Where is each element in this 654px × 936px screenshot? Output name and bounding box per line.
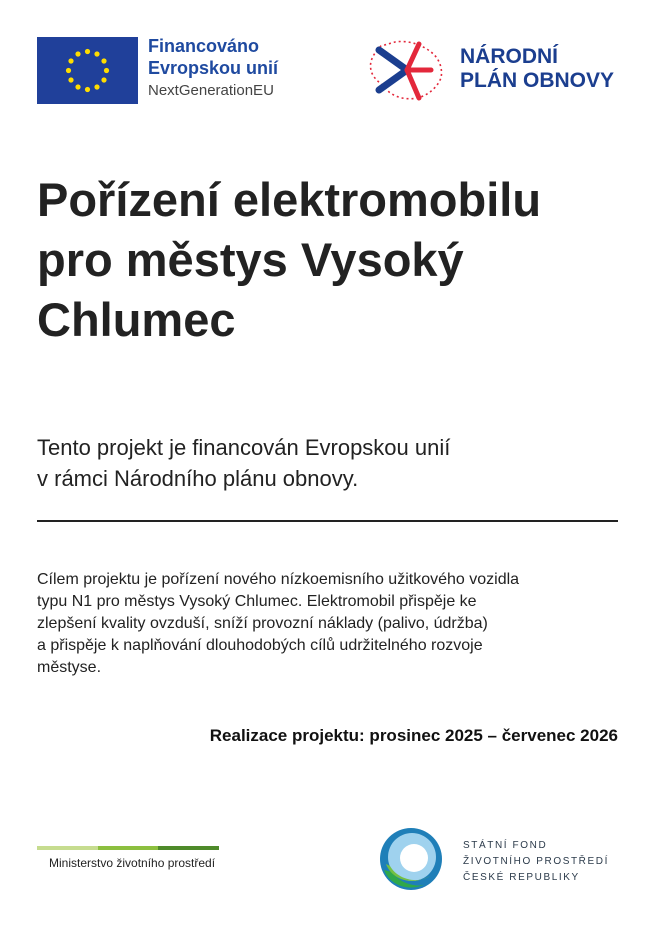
npo-logo-line2: PLÁN OBNOVY (460, 69, 615, 92)
project-description (37, 569, 519, 679)
project-timeline: Realizace projektu: prosinec 2025 – červenec 2026 (209, 726, 618, 745)
eu-flag-logo (37, 37, 138, 104)
funding-statement (37, 432, 450, 494)
description-line5: městyse. (37, 659, 102, 676)
funding-line1: Tento projekt je financován Evropskou unií (37, 435, 451, 460)
description-line3: zlepšení kvality ovzduší, sníží provozní náklady (palivo, údržba) (37, 615, 488, 632)
page-title (37, 170, 637, 350)
ministry-bar-mid (98, 846, 158, 850)
title-line2: pro městys Vysoký (37, 233, 464, 286)
description-line1: Cílem projektu je pořízení nového nízkoemisního užitkového vozidla (37, 571, 520, 588)
title-line3: Chlumec (37, 293, 236, 346)
sfzp-line1: STÁTNÍ FOND (463, 840, 548, 851)
ministry-logo-bars (37, 846, 219, 850)
npo-logo-mark-icon (367, 36, 445, 104)
funding-line2: v rámci Národního plánu obnovy. (37, 466, 359, 491)
sfzp-logo-mark-icon (378, 824, 444, 894)
npo-logo-text (460, 45, 614, 93)
divider (37, 520, 618, 522)
description-line2: typu N1 pro městys Vysoký Chlumec. Elektromobil přispěje ke (37, 593, 477, 610)
ministry-bar-light (37, 846, 98, 850)
npo-logo-line1: NÁRODNÍ (460, 45, 558, 68)
eu-logo-line2: Evropskou unií (148, 58, 279, 78)
sfzp-line3: ČESKÉ REPUBLIKY (463, 872, 580, 883)
ministry-logo-text: Ministerstvo životního prostředí (49, 856, 216, 870)
eu-logo-line3: NextGenerationEU (148, 82, 274, 99)
description-line4: a přispěje k naplňování dlouhodobých cílů udržitelného rozvoje (37, 637, 483, 654)
eu-logo-text (148, 35, 278, 102)
sfzp-logo-text (463, 838, 609, 886)
sfzp-line2: ŽIVOTNÍHO PROSTŘEDÍ (463, 856, 609, 867)
title-line1: Pořízení elektromobilu (37, 173, 542, 226)
eu-stars-icon (37, 37, 138, 104)
eu-logo-line1: Financováno (148, 36, 260, 56)
ministry-bar-dark (158, 846, 219, 850)
